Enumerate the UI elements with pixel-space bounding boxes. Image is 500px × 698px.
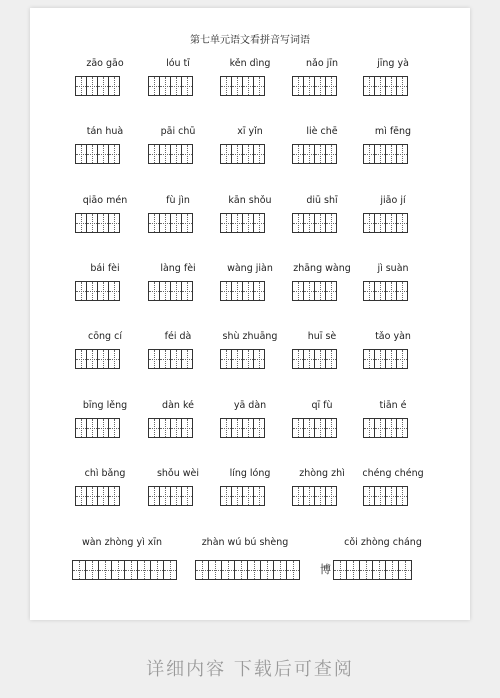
idiom-row [0, 537, 500, 597]
pinyin-label: tán huà [86, 126, 124, 137]
writing-boxes[interactable] [148, 213, 193, 233]
pinyin-label: zhòng zhì [299, 468, 345, 479]
pinyin-label: jīng yà [377, 58, 409, 69]
pinyin-label: zhàn wú bú shèng [201, 537, 289, 548]
page-title: 第七单元语文看拼音写词语 [190, 35, 310, 46]
pinyin-label: bīng lěng [82, 400, 128, 411]
writing-cell[interactable] [181, 76, 193, 96]
writing-boxes[interactable] [75, 144, 120, 164]
writing-cell[interactable] [253, 76, 265, 96]
writing-boxes[interactable] [148, 349, 193, 369]
pinyin-label: féi dà [164, 331, 192, 342]
writing-boxes[interactable] [292, 76, 337, 96]
writing-boxes[interactable] [363, 486, 408, 506]
pinyin-label: làng fèi [160, 263, 196, 274]
pinyin-label: kān shǒu [228, 195, 272, 206]
writing-cell[interactable] [221, 560, 235, 580]
writing-cell[interactable] [108, 486, 120, 506]
writing-cell[interactable] [396, 76, 408, 96]
pinyin-label: huī sè [307, 331, 337, 342]
writing-boxes[interactable] [148, 486, 193, 506]
writing-boxes[interactable] [75, 76, 120, 96]
pinyin-label: fù jìn [166, 195, 190, 206]
given-character: 博 [320, 563, 331, 576]
writing-cell[interactable] [247, 560, 261, 580]
writing-boxes[interactable] [75, 486, 120, 506]
writing-cell[interactable] [273, 560, 287, 580]
writing-cell[interactable] [333, 560, 347, 580]
word-row [0, 126, 500, 186]
writing-cell[interactable] [253, 213, 265, 233]
writing-cell[interactable] [396, 144, 408, 164]
pinyin-label: tǎo yàn [375, 331, 411, 342]
writing-cell[interactable] [325, 144, 337, 164]
writing-cell[interactable] [396, 349, 408, 369]
writing-boxes[interactable] [220, 76, 265, 96]
writing-cell[interactable] [163, 560, 177, 580]
writing-cell[interactable] [181, 213, 193, 233]
footer-note: 详细内容 下载后可查阅 [146, 659, 354, 680]
pinyin-label: qiāo mén [82, 195, 128, 206]
writing-cell[interactable] [72, 560, 86, 580]
writing-cell[interactable] [108, 349, 120, 369]
writing-cell[interactable] [253, 144, 265, 164]
pinyin-label: cōng cí [88, 331, 122, 342]
writing-cell[interactable] [234, 560, 248, 580]
pinyin-label: qī fù [311, 400, 333, 411]
pinyin-label: chéng chéng [362, 468, 424, 479]
writing-cell[interactable] [108, 76, 120, 96]
writing-cell[interactable] [150, 560, 164, 580]
word-row [0, 331, 500, 391]
pinyin-label: jiāo jí [380, 195, 406, 206]
writing-cell[interactable] [108, 213, 120, 233]
writing-boxes[interactable] [220, 418, 265, 438]
writing-cell[interactable] [396, 213, 408, 233]
writing-boxes[interactable] [72, 560, 177, 580]
writing-cell[interactable] [108, 418, 120, 438]
writing-cell[interactable] [325, 486, 337, 506]
writing-cell[interactable] [108, 281, 120, 301]
writing-cell[interactable] [253, 349, 265, 369]
writing-boxes[interactable] [363, 144, 408, 164]
writing-cell[interactable] [396, 486, 408, 506]
pinyin-label: pāi chū [160, 126, 196, 137]
writing-boxes[interactable] [333, 560, 412, 580]
writing-cell[interactable] [253, 281, 265, 301]
writing-boxes[interactable] [75, 281, 120, 301]
writing-cell[interactable] [181, 349, 193, 369]
writing-cell[interactable] [181, 486, 193, 506]
writing-cell[interactable] [346, 560, 360, 580]
writing-boxes[interactable] [363, 76, 408, 96]
writing-boxes[interactable] [195, 560, 300, 580]
pinyin-label: kěn dìng [229, 58, 271, 69]
writing-boxes[interactable] [292, 281, 337, 301]
writing-cell[interactable] [181, 418, 193, 438]
writing-boxes[interactable] [292, 213, 337, 233]
writing-cell[interactable] [208, 560, 222, 580]
pinyin-label: shù zhuāng [222, 331, 278, 342]
writing-cell[interactable] [137, 560, 151, 580]
pinyin-label: jì suàn [377, 263, 409, 274]
writing-cell[interactable] [359, 560, 373, 580]
pinyin-label: líng lóng [229, 468, 271, 479]
writing-boxes[interactable] [363, 281, 408, 301]
writing-cell[interactable] [286, 560, 300, 580]
writing-cell[interactable] [98, 560, 112, 580]
pinyin-label: tiān é [379, 400, 407, 411]
writing-cell[interactable] [325, 418, 337, 438]
writing-cell[interactable] [85, 560, 99, 580]
pinyin-label: bái fèi [90, 263, 120, 274]
pinyin-label: shǒu wèi [156, 468, 200, 479]
writing-boxes[interactable] [292, 144, 337, 164]
pinyin-label: cǒi zhòng cháng [344, 537, 422, 548]
writing-cell[interactable] [181, 281, 193, 301]
pinyin-label: mì fēng [374, 126, 412, 137]
writing-cell[interactable] [325, 213, 337, 233]
writing-boxes[interactable] [292, 486, 337, 506]
writing-cell[interactable] [181, 144, 193, 164]
writing-cell[interactable] [396, 281, 408, 301]
writing-cell[interactable] [325, 76, 337, 96]
word-row [0, 195, 500, 255]
writing-cell[interactable] [253, 486, 265, 506]
writing-boxes[interactable] [75, 418, 120, 438]
writing-cell[interactable] [372, 560, 386, 580]
writing-cell[interactable] [325, 349, 337, 369]
pinyin-label: wàng jiàn [227, 263, 273, 274]
writing-boxes[interactable] [220, 349, 265, 369]
writing-boxes[interactable] [292, 418, 337, 438]
writing-boxes[interactable] [148, 144, 193, 164]
writing-boxes[interactable] [363, 349, 408, 369]
writing-cell[interactable] [111, 560, 125, 580]
pinyin-label: diū shī [306, 195, 338, 206]
writing-cell[interactable] [325, 281, 337, 301]
pinyin-label: zhāng wàng [293, 263, 351, 274]
writing-cell[interactable] [253, 418, 265, 438]
writing-cell[interactable] [396, 418, 408, 438]
writing-boxes[interactable] [220, 486, 265, 506]
word-row [0, 58, 500, 118]
writing-boxes[interactable] [363, 213, 408, 233]
pinyin-label: chì bǎng [84, 468, 126, 479]
writing-boxes[interactable] [148, 76, 193, 96]
writing-boxes[interactable] [75, 349, 120, 369]
writing-boxes[interactable] [220, 281, 265, 301]
writing-boxes[interactable] [148, 418, 193, 438]
word-row [0, 400, 500, 460]
writing-cell[interactable] [108, 144, 120, 164]
pinyin-label: yā dàn [233, 400, 267, 411]
pinyin-label: dàn ké [162, 400, 194, 411]
writing-cell[interactable] [124, 560, 138, 580]
writing-cell[interactable] [385, 560, 399, 580]
writing-boxes[interactable] [75, 213, 120, 233]
pinyin-label: liè chē [306, 126, 338, 137]
pinyin-label: xī yǐn [237, 126, 263, 137]
writing-boxes[interactable] [292, 349, 337, 369]
writing-cell[interactable] [195, 560, 209, 580]
word-row [0, 263, 500, 323]
pinyin-label: nǎo jīn [306, 58, 338, 69]
writing-boxes[interactable] [363, 418, 408, 438]
pinyin-label: lóu tī [166, 58, 190, 69]
writing-boxes[interactable] [220, 144, 265, 164]
writing-boxes[interactable] [148, 281, 193, 301]
pinyin-label: zāo gāo [86, 58, 124, 69]
writing-cell[interactable] [398, 560, 412, 580]
writing-cell[interactable] [260, 560, 274, 580]
word-row [0, 468, 500, 528]
pinyin-label: wàn zhòng yì xīn [81, 537, 163, 548]
writing-boxes[interactable] [220, 213, 265, 233]
